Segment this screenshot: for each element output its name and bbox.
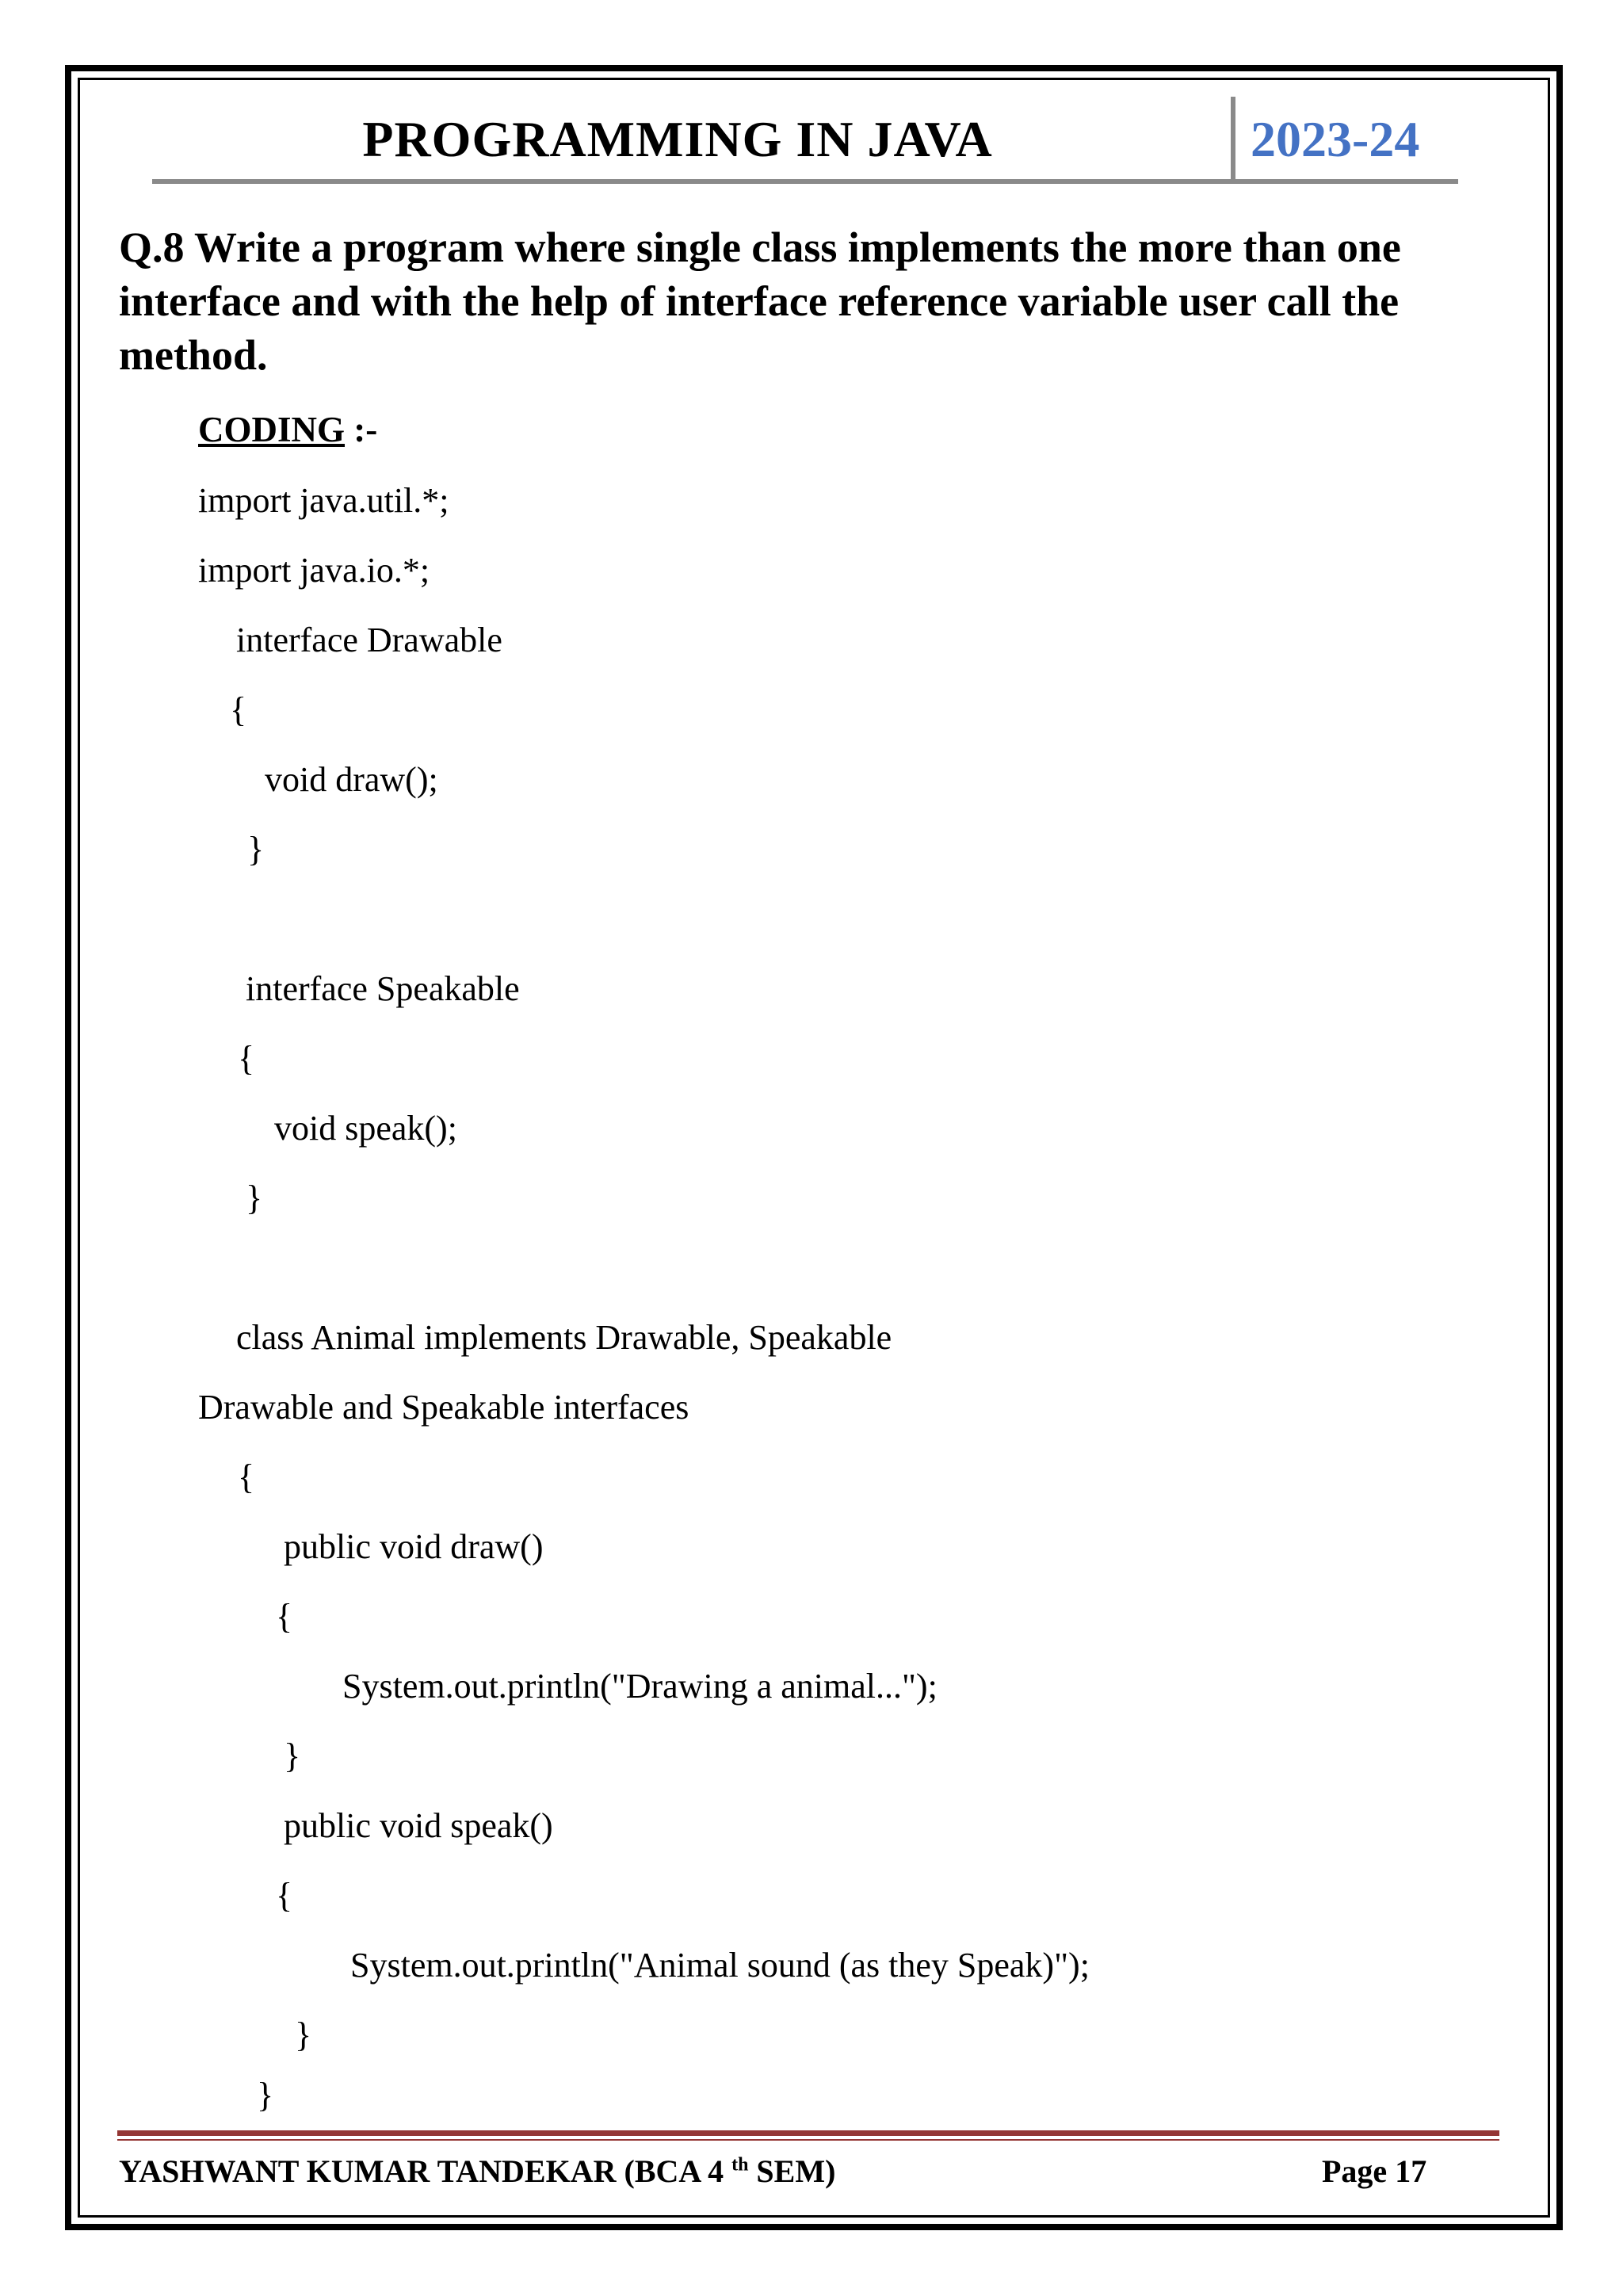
coding-label: CODING	[198, 410, 346, 449]
footer-author	[119, 2149, 835, 2194]
code-line: Drawable and Speakable interfaces	[198, 1388, 689, 1427]
code-line: }	[246, 1179, 263, 1217]
footer-superscript: th	[731, 2154, 749, 2176]
footer-page-number: Page 17	[1322, 2153, 1427, 2189]
code-line: }	[284, 1736, 301, 1775]
code-line: System.out.println("Animal sound (as they Speak)");	[350, 1946, 1090, 1985]
code-line: {	[276, 1876, 293, 1915]
footer-author-text: YASHWANT KUMAR TANDEKAR (BCA 4	[119, 2153, 724, 2189]
question-text: Q.8 Write a program where single class implements the more than one interface and with the help of interface reference variable user call the method.	[119, 223, 1401, 379]
code-line: }	[295, 2015, 312, 2054]
header-year: 2023-24	[1251, 111, 1420, 167]
footer-rule	[117, 2130, 1499, 2136]
code-line: public void speak()	[284, 1806, 553, 1845]
header-title: PROGRAMMING IN JAVA	[362, 111, 993, 167]
code-line: {	[276, 1597, 293, 1636]
coding-suffix: :-	[345, 410, 378, 449]
code-line: {	[230, 690, 247, 729]
code-line: }	[257, 2076, 274, 2115]
code-line: public void draw()	[284, 1527, 544, 1566]
code-line: class Animal implements Drawable, Speakable	[236, 1318, 892, 1357]
code-line: import java.io.*;	[198, 551, 430, 590]
header-divider	[1231, 97, 1235, 184]
code-line: import java.util.*;	[198, 481, 449, 520]
coding-heading	[198, 406, 377, 453]
code-line: {	[238, 1457, 255, 1496]
code-line: void draw();	[265, 760, 438, 799]
code-line: }	[247, 830, 265, 869]
code-line: void speak();	[274, 1109, 457, 1148]
header-rule	[152, 179, 1458, 184]
code-line: interface Speakable	[246, 969, 520, 1008]
footer-author-suffix: SEM)	[748, 2153, 836, 2189]
code-line: {	[238, 1039, 255, 1078]
footer-rule-thin	[117, 2139, 1499, 2141]
code-line: interface Drawable	[236, 621, 502, 659]
code-line: System.out.println("Drawing a animal...");	[342, 1667, 938, 1706]
